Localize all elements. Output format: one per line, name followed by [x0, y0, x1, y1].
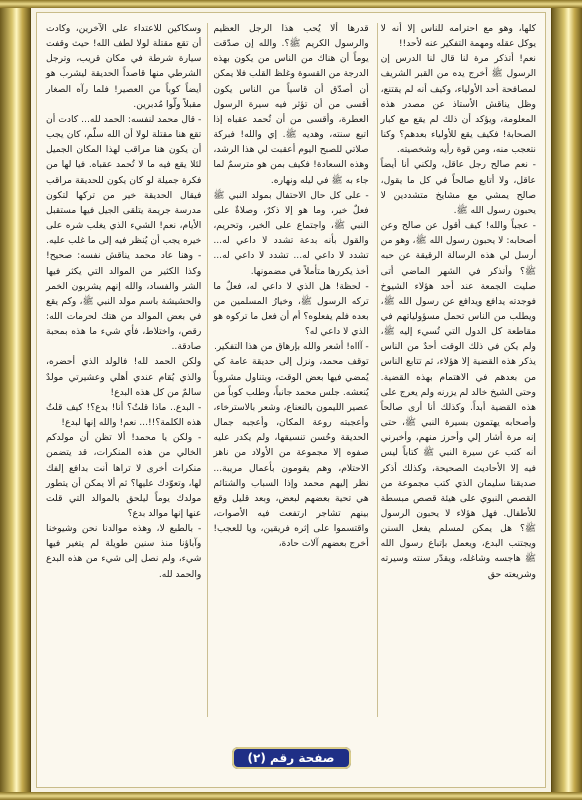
- paragraph: توقف محمد، ونزل إلى حديقة عامة كي يُمضي فيها بعض الوقت، ويتناول مشروباً يُنعشه. جلس محمد جانباً، وطلب كوباً من عصير الليمون بالنعناع، وشعر بالاسترخاء، وأعجبته روعة المكان، وأعجبه جمال الحديقة وحُسن تنسيقها، ولم يكدر عليه صفوه إلا مجموعة من الأولاد من ناهز الاحتلام، وهم يقومون بأعمال مريبة... نظر إليهم محمد وإذا السباب والشتائم هي تحية بعضهم لبعض، وبعد قليل وقع بينهم تشاجر ارتفعت فيه الأصوات، واقتسموا على إثره فريقين، ويا للعجب! أخرج بعضهم آلات حادة،: [213, 356, 369, 550]
- paragraph: - بالطبع لا، وهذه موالدنا نحن وشيوخنا وآباؤنا منذ سنين طويلة لم يتغير فيها شيء، ولم نصل إلى شيء من هذه البدع والحمد لله.: [46, 523, 202, 580]
- bottom-border: [0, 792, 582, 800]
- column-middle: [210, 21, 371, 719]
- paragraph: - ولكن يا محمد! ألا تظن أن مولدكم الخالي من هذه المنكرات، قد يتضمن منكرات أخرى لا تراها أنت بدافع إلفك لها، وتعوّدك عليها؟ ثم ألا يمكن أن يتطور مولدك يوماً ليلحق بالموالد التي قلت عنها إنها موالد بدع؟: [46, 432, 202, 519]
- page-number-badge: صفحة رقم (٢): [232, 747, 351, 769]
- text-columns: [43, 21, 539, 719]
- page-sheet: [36, 12, 546, 788]
- paragraph: - وهنا عاد محمد يناقش نفسه: صحيح! وكذا الكثير من الموالد التي يكثر فيها الشر والفساد، والله إنهم يشربون الخمر والحشيشة باسم مولد النبي ﷺ، وكم يقع في بعض الموالد من هتك لحرمات الله: رقص، واختلاط، فأي شيء ما هذه بمحبة صادقة..: [46, 250, 202, 353]
- paragraph: كلها، وهو مع احترامه للناس إلا أنه لا يوكل عقله ومهمة التفكير عنه لأحد!!: [380, 23, 536, 50]
- top-border: [0, 0, 582, 8]
- left-gold-border: [0, 0, 31, 800]
- paragraph: قدرها ألا يُحب هذا الرجل العظيم والرسول الكريم ﷺ؟. والله إن صدّقت يوماً أن هناك من الناس من يكون بهذه الدرجة من القسوة وغلظ القلب فلا يمكن أن أصدّق أن قاسياً من الناس يكون أقسى من أن تؤثر فيه سيرة الرسول العطرة، وأقسى من أن تُحمد عقباه إذا اتبع سنته، وهديه ﷺ. إي والله! فبركة صلاتي للصبح اليوم أعقبت لي هذا الرشد، وهذه السعادة! فكيف بمن هو مترسمٌ لما جاء به ﷺ في ليله ونهاره.: [213, 23, 369, 186]
- page-footer: [37, 747, 545, 769]
- paragraph: - البدع.. ماذا قلتُ؟ أنا! بدع؟! كيف قلتُ هذه الكلمة؟!!... نعم! والله إنها لبدع!: [46, 401, 202, 429]
- paragraph: - قال محمد لنفسه: الحمد لله... كادت أن تقع هنا مقتلة لولا أن الله سلّم، كان يجب أن يكون هنا مراقب لهذا المكان الجميل لئلا يقع فيه ما لا تُحمد عقباه. فيا لها من فكرة جميلة لو كان يكون للحديقة مراقب فيقال الحديقة خير من تركها لتكون مدرسة جريمة يتلقى الجيل فيها مستقبل الأيام، نعم! الشيء الذي يغلب شره على خيره يجب أن يُنظر فيه إلى ما غلب عليه.: [46, 113, 202, 247]
- paragraph: - على كل حال الاحتفال بمولد النبي ﷺ فعلٌ خير، وما هو إلا ذكرٌ، وصلاةٌ على النبي ﷺ، واجتماع على الخير، وتحريم، والقول بأنه بدعة تشدد لا داعي له... تشدد لا داعي له... تشدد لا داعي له... أخذ يكررها متأملاً في مضمونها.: [213, 189, 369, 277]
- paragraph: وسكاكين للاعتداء على الآخرين، وكادت أن تقع مقتلة لولا لطف الله! حيث وقفت سيارة شرطة في مكان قريب، وترجل الشرطي منها قاصداً الحديقة ليشرب هو أيضاً كوباً من العصير! فلما رآه الصغار مقبلاً ولّوا مُدبرين.: [46, 23, 202, 110]
- paragraph: ولكن الحمد لله! فالولد الذي أحضره، والذي يُقام عندي أهلي وعشيرتي مولدٌ سالمٌ من كل هذه البدع!: [46, 356, 202, 398]
- paragraph: - نعم صالح رجل عاقل، ولكني أنا أيضاً عاقل، ولا أتابع صالحاً في كل ما يقول، صالح يمشي مع مشايخ متشددين لا يحبون رسول الله ﷺ.: [380, 159, 536, 216]
- paragraph: نعم! أتذكر مرة لنا قال لنا الدرس إن الرسول ﷺ أخرج يده من القبر الشريف لمصافحة أحد الأولياء، وكيف أنه لم يقتنع، وظل يناقش الأستاذ عن مصدر هذه المعلومة، ويؤكد أن ذلك لم يقع مع كبار الصحابة! فكيف يقع للأولياء بعدهم؟ وكنا نتعجب منه، ومن قوة رأيه وشخصيته.: [380, 53, 536, 156]
- right-gold-border: [551, 0, 582, 800]
- column-left: [43, 21, 204, 719]
- column-right: [378, 21, 539, 719]
- paragraph: - عجباً والله! كيف أقول عن صالح وعن أصحابه: لا يحبون رسول الله ﷺ، وهو من أرسل لي هذه الرسالة الرقيقة عن حبه ﷺ؟ وأتذكر في الشهر الماضي أتى صليت الجمعة عند أحد هؤلاء الشيوخ فوجدته يدافع ويدافع عن رسول الله ﷺ، ويطلب من الناس تحمل مسؤولياتهم في مقاطعة كل الدول التي تُسيء إليه ﷺ، ولم يكن في ذلك الوقت أحدٌ من الناس يذكر هذه القضية إلا هؤلاء، ثم تتابع الناس من بعدهم في الاهتمام بهذه القضية. وحتى الشيخ خالد لم يزرنه ولم يعرج على هذه القضية أبداً. وكذلك أنا أرى صالحاً وأصحابه يهتمون بسيرة النبي ﷺ، حتى إنه مرة أشار إلي وأحرز منهم، وأخبرني أنه كتب عن سيرة النبي ﷺ كتاباً ليس فيه إلا الأحاديث الصحيحة، وكذلك أذكر صديقنا سليمان الذي كتب مجموعة من القصص النبوي على هيئة قصص مبسطة للأطفال. فهل هؤلاء لا يحبون الرسول ﷺ؟ هل يمكن لمسلم يفعل السنن ويجتنب البدع، ويعمل بإتباع رسول الله ﷺ هاجسه وشاغله، ويقدّر سنته وسيرته وشريعته حق: [380, 220, 536, 580]
- paragraph: - آااه! أشعر والله بإرهاق من هذا التفكير.: [213, 341, 369, 353]
- paragraph: - لحظة! هل الذي لا داعي له، فعلٌ ما تركه الرسول ﷺ، وخيارُ المسلمين من بعده فلم يفعلوه؟ أم أن فعل ما تركوه هو الذي لا داعي له؟: [213, 280, 369, 338]
